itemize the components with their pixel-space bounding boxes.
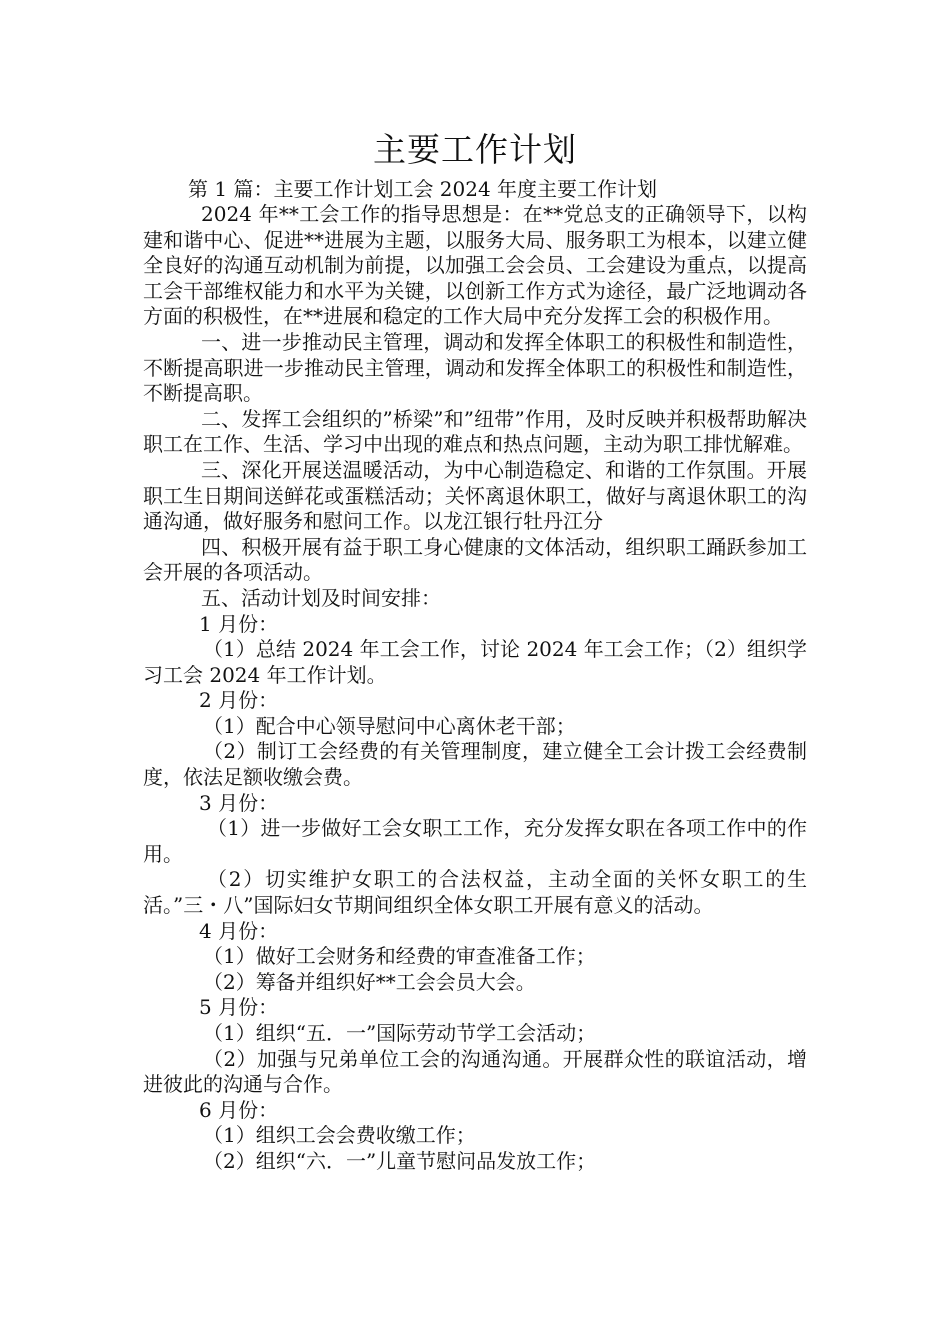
point-1: 一、进一步推动民主管理，调动和发挥全体职工的积极性和制造性，不断提高职进一步推动民主管理，调动和发挥全体职工的积极性和制造性，不断提高职。 [143, 329, 807, 406]
month-2-item-2: （2）制订工会经费的有关管理制度，建立健全工会计拨工会经费制度，依法足额收缴会费。 [143, 739, 807, 790]
month-3-item-2: （2）切实维护女职工的合法权益，主动全面的关怀女职工的生活。”三・八”国际妇女节期间组织全体女职工开展有意义的活动。 [143, 867, 807, 918]
month-1-item-1: （1）总结 2024 年工会工作，讨论 2024 年工会工作；（2）组织学习工会 2024 年工作计划。 [143, 637, 807, 687]
month-4-item-1: （1）做好工会财务和经费的审查准备工作； [203, 944, 596, 969]
month-2-heading: 2 月份： [199, 688, 279, 713]
month-5-item-1: （1）组织“五．一”国际劳动节学工会活动； [203, 1021, 597, 1045]
month-4-item-2: （2）筹备并组织好**工会会员大会。 [203, 969, 536, 994]
point-3: 三、深化开展送温暖活动，为中心制造稳定、和谐的工作氛围。开展职工生日期间送鲜花或蛋糕活动；关怀离退休职工，做好与离退休职工的沟通沟通，做好服务和慰问工作。以龙江银行牡丹江分 [143, 457, 807, 534]
document-title: 主要工作计划 [373, 130, 577, 169]
month-1-heading: 1 月份： [199, 611, 279, 636]
point-2: 二、发挥工会组织的”桥梁”和”纽带”作用，及时反映并积极帮助解决职工在工作、生活、学习中出现的难点和热点问题，主动为职工排忧解难。 [143, 406, 807, 457]
month-6-heading: 6 月份： [199, 1097, 279, 1122]
document-page [143, 128, 807, 1175]
month-5-item-2: （2）加强与兄弟单位工会的沟通沟通。开展群众性的联谊活动，增进彼此的沟通与合作。 [143, 1046, 807, 1097]
intro-paragraph: 2024 年**工会工作的指导思想是：在**党总支的正确领导下，以构建和谐中心、促进**进展为主题，以服务大局、服务职工为根本，以建立健全良好的沟通互动机制为前提，以加强工会会员、工会建设为重点，以提高工会干部维权能力和水平为关键，以创新工作方式为途径，最广泛地调动各方面的积极性，在**进展和稳定的工作大局中充分发挥工会的积极作用。 [143, 202, 807, 329]
point-4: 四、积极开展有益于职工身心健康的文体活动，组织职工踊跃参加工会开展的各项活动。 [143, 534, 807, 585]
month-6-item-2: （2）组织“六．一”儿童节慰问品发放工作； [203, 1148, 597, 1173]
month-3-item-1: （1）进一步做好工会女职工工作，充分发挥女职在各项工作中的作用。 [143, 816, 807, 866]
month-3-heading: 3 月份： [199, 790, 279, 815]
month-5-heading: 5 月份： [199, 995, 279, 1020]
point-5: 五、活动计划及时间安排： [201, 585, 441, 610]
month-2-item-1: （1）配合中心领导慰问中心离休老干部； [203, 713, 576, 738]
document-subtitle: 第 1 篇：主要工作计划工会 2024 年度主要工作计划 [188, 177, 658, 201]
month-4-heading: 4 月份： [199, 918, 279, 943]
month-6-item-1: （1）组织工会会费收缴工作； [203, 1123, 476, 1148]
